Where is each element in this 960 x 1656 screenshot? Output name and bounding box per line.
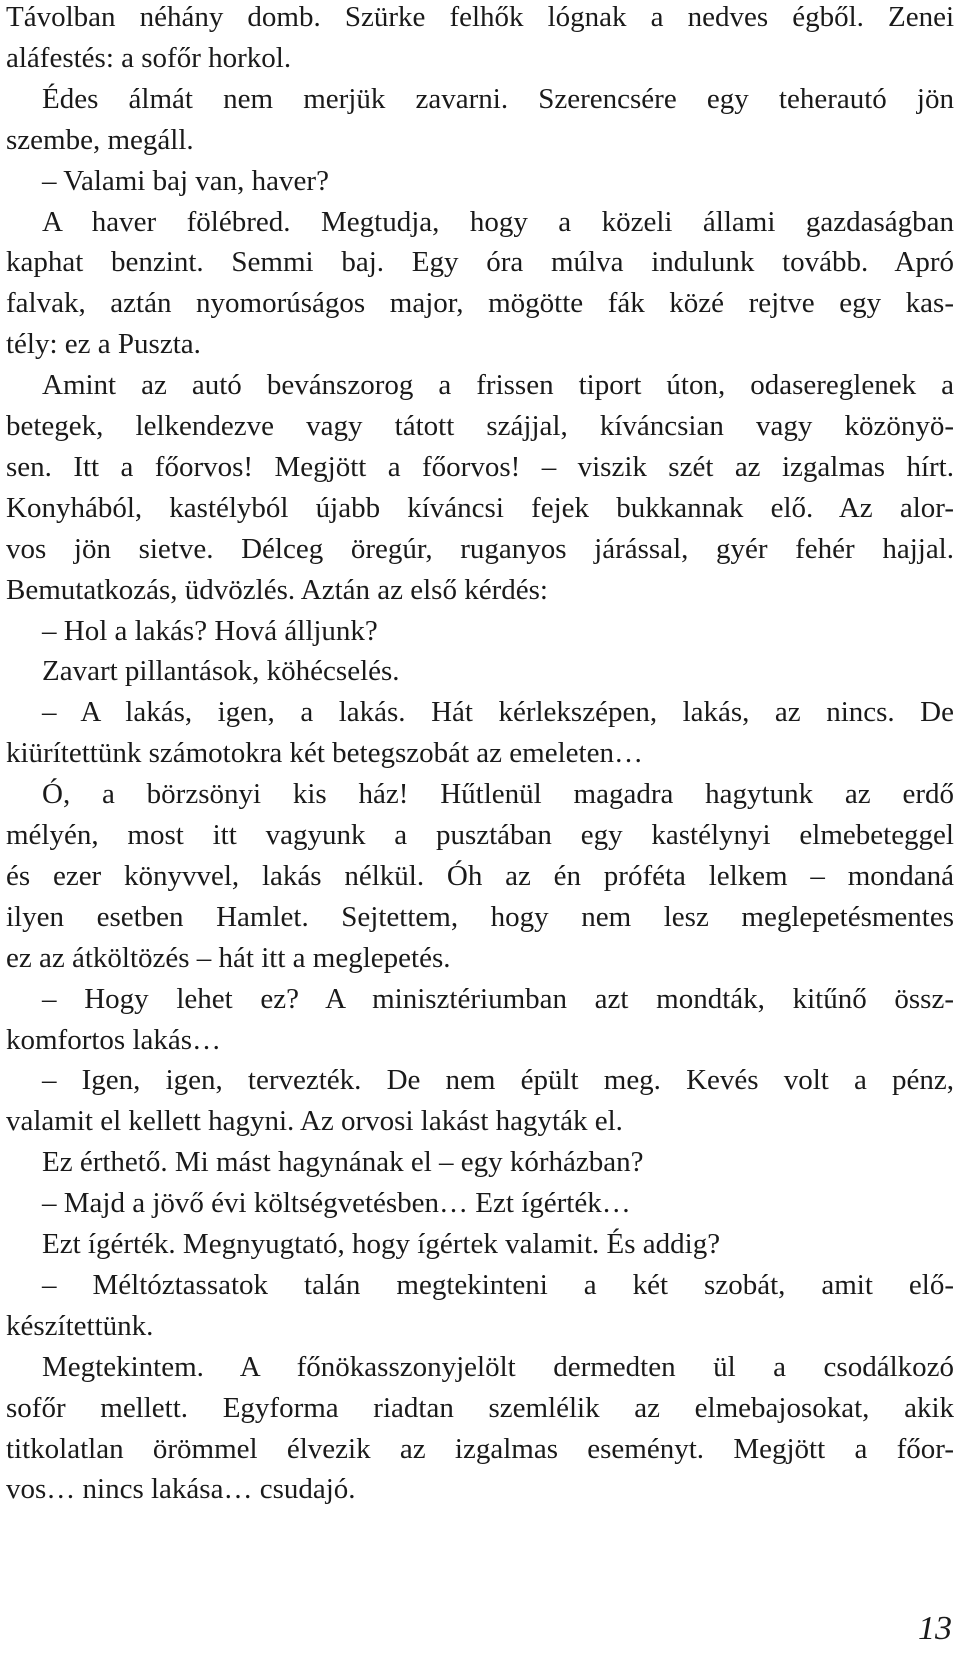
text-line: valamit el kellett hagyni. Az orvosi lakást hagyták el. — [6, 1105, 623, 1138]
text-line: – Majd a jövő évi költségvetésben… Ezt ígérték… — [42, 1187, 631, 1220]
text-line: – Hol a lakás? Hová álljunk? — [42, 614, 378, 647]
text-line: sen. Itt a főorvos! Megjött a főorvos! – viszik szét az izgalmas hírt. — [6, 450, 954, 483]
text-line: Ezt ígérték. Megnyugtató, hogy ígértek valamit. És addig? — [42, 1228, 721, 1260]
page-number: 13 — [918, 1610, 952, 1647]
text-line: titkolatlan örömmel élvezik az izgalmas eseményt. Megjött a főor- — [6, 1432, 954, 1465]
text-line: Ó, a börzsönyi kis ház! Hűtlenül magadra hagytunk az erdő — [42, 778, 954, 811]
text-line: Amint az autó bevánszorog a frissen tiport úton, odasereglenek a — [42, 369, 954, 402]
text-line: Zavart pillantások, köhécselés. — [42, 655, 400, 688]
text-line: – Valami baj van, haver? — [42, 164, 329, 197]
text-line: Konyhából, kastélyból újabb kíváncsi fejek bukkannak elő. Az alor- — [6, 491, 954, 524]
text-line: vos jön sietve. Délceg öregúr, ruganyos járással, gyér fehér hajjal. — [6, 532, 954, 565]
text-line: aláfestés: a sofőr horkol. — [6, 41, 292, 74]
text-line: és ezer könyvvel, lakás nélkül. Óh az én próféta lelkem – mondaná — [6, 859, 954, 892]
text-line: Édes álmát nem merjük zavarni. Szerencsére egy teherautó jön — [42, 82, 954, 115]
text-line: Ez érthető. Mi mást hagynának el – egy kórházban? — [42, 1146, 644, 1179]
text-line: – Hogy lehet ez? A minisztériumban azt mondták, kitűnő össz- — [42, 982, 954, 1015]
text-line: – Méltóztassatok talán megtekinteni a két szobát, amit elő- — [42, 1268, 954, 1301]
text-line: ez az átköltözés – hát itt a meglepetés. — [6, 941, 451, 974]
text-line: Távolban néhány domb. Szürke felhők lógnak a nedves égből. Zenei — [6, 1, 954, 33]
text-line: – A lakás, igen, a lakás. Hát kérlekszépen, lakás, az nincs. De — [42, 696, 954, 729]
text-line: kiürítettünk számotokra két betegszobát az emeleten… — [6, 737, 643, 770]
text-line: tély: ez a Puszta. — [6, 328, 201, 361]
text-line: kaphat benzint. Semmi baj. Egy óra múlva indulunk tovább. Apró — [6, 246, 954, 279]
text-line: vos… nincs lakása… csudajó. — [6, 1473, 356, 1506]
text-line: ilyen esetben Hamlet. Sejtettem, hogy nem lesz meglepetésmentes — [6, 900, 954, 933]
text-line: falvak, aztán nyomorúságos major, mögötte fák közé rejtve egy kas- — [6, 287, 954, 320]
text-line: készítettünk. — [6, 1309, 154, 1342]
text-line: komfortos lakás… — [6, 1023, 222, 1056]
text-line: Bemutatkozás, üdvözlés. Aztán az első kérdés: — [6, 573, 548, 606]
text-line: szembe, megáll. — [6, 123, 194, 156]
text-line: A haver fölébred. Megtudja, hogy a közeli állami gazdaságban — [42, 205, 954, 238]
text-line: Megtekintem. A főnökasszonyjelölt dermedten ül a csodálkozó — [42, 1350, 954, 1383]
text-line: betegek, lelkendezve vagy tátott szájjal, kíváncsian vagy közönyö- — [6, 410, 954, 442]
text-line: mélyén, most itt vagyunk a pusztában egy kastélynyi elmebeteggel — [6, 819, 954, 851]
text-line: sofőr mellett. Egyforma riadtan szemlélik az elmebajosokat, akik — [6, 1391, 954, 1424]
text-line: – Igen, igen, tervezték. De nem épült meg. Kevés volt a pénz, — [42, 1064, 954, 1097]
